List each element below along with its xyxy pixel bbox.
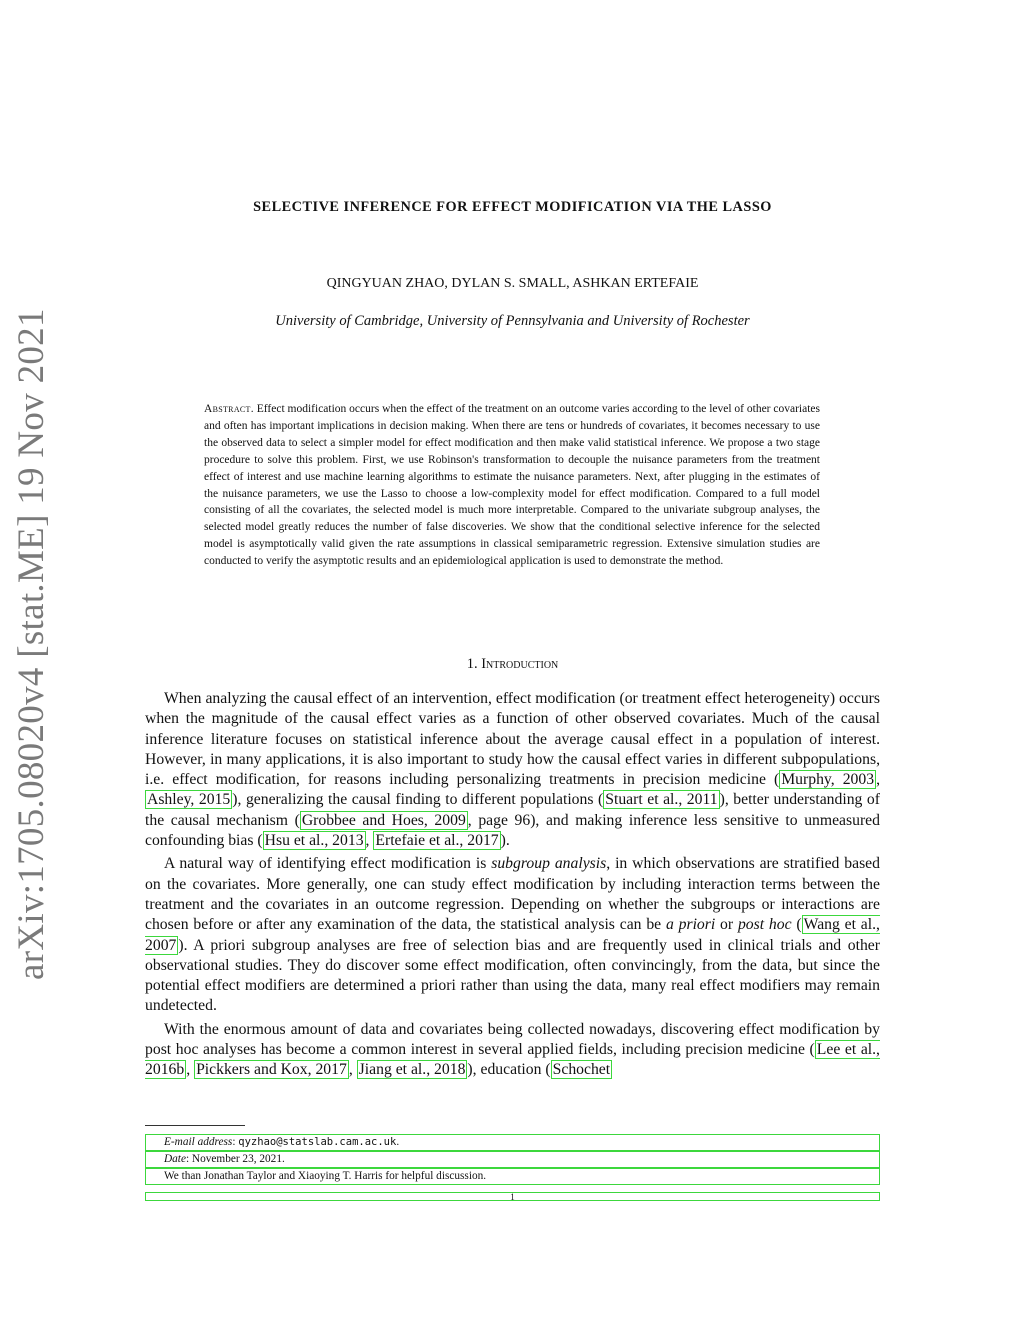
- footnote-date[interactable]: [145, 1151, 880, 1168]
- paragraph-3: [145, 1020, 880, 1081]
- date-label: Date: [164, 1153, 186, 1165]
- acknowledgment-text: We than Jonathan Taylor and Xiaoying T. Harris for helpful discussion.: [164, 1170, 487, 1182]
- citation-link[interactable]: Schochet: [552, 1061, 611, 1079]
- section-number: 1.: [466, 656, 478, 672]
- email-separator: :: [232, 1136, 239, 1148]
- citation-link[interactable]: Grobbee and Hoes, 2009: [301, 811, 466, 829]
- citation-link[interactable]: Jiang et al., 2018: [358, 1061, 466, 1079]
- citation-link[interactable]: Hsu et al., 2013: [264, 832, 364, 850]
- paragraph-2: [145, 854, 880, 1016]
- text-run: ,: [365, 832, 374, 850]
- abstract-text: Effect modification occurs when the effect of the treatment on an outcome varies according to the level of other covariates and often has important implications in decision making. When there are tens or hundreds of covariates, it becomes necessary to use the observed data to select a simpler model for effect modification and then make valid statistical inference. We propose a two stage procedure to solve this problem. First, we use Robinson's transformation to decouple the nuisance parameters from the treatment effect of interest and use machine learning algorithms to estimate the nuisance parameters. Next, after plugging in the estimates of the nuisance parameters, we use the Lasso to choose a low-complexity model for effect modification. Compared to a full model consisting of all the covariates, the selected model is much more interpretable. Compared to the univariate subgroup analyses, the selected model greatly reduces the number of false discoveries. We show that the conditional selective inference for the selected model is asymptotically valid given the rate assumptions in classical semiparametric regression. Extensive simulation studies are conducted to verify the asymptotic results and an epidemiological application is used to demonstrate the method.: [204, 403, 821, 568]
- arxiv-stamp: arXiv:1705.08020v4 [stat.ME] 19 Nov 2021: [11, 308, 52, 980]
- section-title: Introduction: [481, 656, 559, 672]
- text-run: A natural way of identifying effect modification is: [164, 855, 492, 873]
- citation-link[interactable]: Lee et al., 2016b: [145, 1041, 880, 1079]
- email-label: E-mail address: [164, 1136, 233, 1148]
- text-run: , page 96), and making inference less sensitive to unmeasured confounding bias (: [145, 811, 880, 850]
- paper-title: SELECTIVE INFERENCE FOR EFFECT MODIFICATION VIA THE LASSO: [253, 199, 772, 215]
- footnote-email[interactable]: [145, 1134, 880, 1151]
- footnote-rule: [145, 1125, 245, 1126]
- text-run: ), generalizing the causal finding to different populations (: [232, 791, 604, 809]
- emphasis: subgroup analysis: [491, 855, 607, 873]
- text-run: ), better understanding of the causal mechanism (: [145, 791, 880, 829]
- footnote-acknowledgment[interactable]: [145, 1168, 880, 1185]
- citation-link[interactable]: Stuart et al., 2011: [605, 791, 718, 809]
- text-run: ).: [500, 832, 510, 850]
- affiliations: University of Cambridge, University of Pennsylvania and University of Rochester: [275, 313, 750, 329]
- text-run: When analyzing the causal effect of an intervention, effect modification (or treatment effect heterogeneity) occurs when the magnitude of the causal effect varies as a function of other observed covariates. Much of the causal inference literature focuses on statistical inference about the average causal effect in a population of interest. However, in many applications, it is also important to study how the causal effect varies in different subpopulations, i.e. effect modification, for reasons including personalizing treatments in precision medicine (: [145, 690, 880, 789]
- author-list: QINGYUAN ZHAO, DYLAN S. SMALL, ASHKAN ERTEFAIE: [326, 276, 699, 291]
- text-run: , in which observations are stratified based on the covariates. More generally, one can study effect modification by including interaction terms between the treatment and the covariates in an outcome regression. Depending on whether the subgroups or interactions are chosen before or after any examination of the data, the statistical analysis can be: [145, 855, 880, 934]
- text-run: ,: [186, 1061, 195, 1079]
- paragraph-1: [145, 689, 880, 851]
- section-heading: [145, 656, 880, 673]
- text-run: ), education (: [467, 1061, 551, 1079]
- text-run: ). A priori subgroup analyses are free of selection bias and are frequently used in clinical trials and other observational studies. They do discover some effect modification, often convincingly, from the data, but since the potential effect modifiers are determined a priori rather than using the data, many real effect modifiers may remain undetected.: [145, 936, 880, 1015]
- text-run: (: [791, 916, 802, 934]
- date-value: : November 23, 2021.: [185, 1153, 285, 1165]
- citation-link[interactable]: Ashley, 2015: [147, 791, 231, 809]
- page-number[interactable]: 1: [145, 1192, 880, 1201]
- email-end: .: [396, 1136, 400, 1148]
- abstract: [204, 401, 820, 570]
- body-text: [145, 689, 880, 1084]
- emphasis: a priori: [665, 916, 716, 934]
- citation-link[interactable]: Pickkers and Kox, 2017: [196, 1061, 347, 1079]
- text-run: ,: [876, 771, 881, 789]
- emphasis: post hoc: [737, 916, 792, 934]
- citation-link[interactable]: Wang et al., 2007: [145, 916, 880, 954]
- text-run: ,: [348, 1061, 357, 1079]
- text-run: With the enormous amount of data and covariates being collected nowadays, discovering effect modification by post hoc analyses has become a common interest in several applied fields, including precision medicine (: [145, 1020, 880, 1059]
- abstract-label: Abstract.: [204, 403, 254, 415]
- text-run: or: [715, 916, 738, 934]
- email-address[interactable]: qyzhao@statslab.cam.ac.uk: [238, 1136, 397, 1148]
- citation-link[interactable]: Murphy, 2003: [781, 771, 875, 789]
- citation-link[interactable]: Ertefaie et al., 2017: [375, 832, 499, 850]
